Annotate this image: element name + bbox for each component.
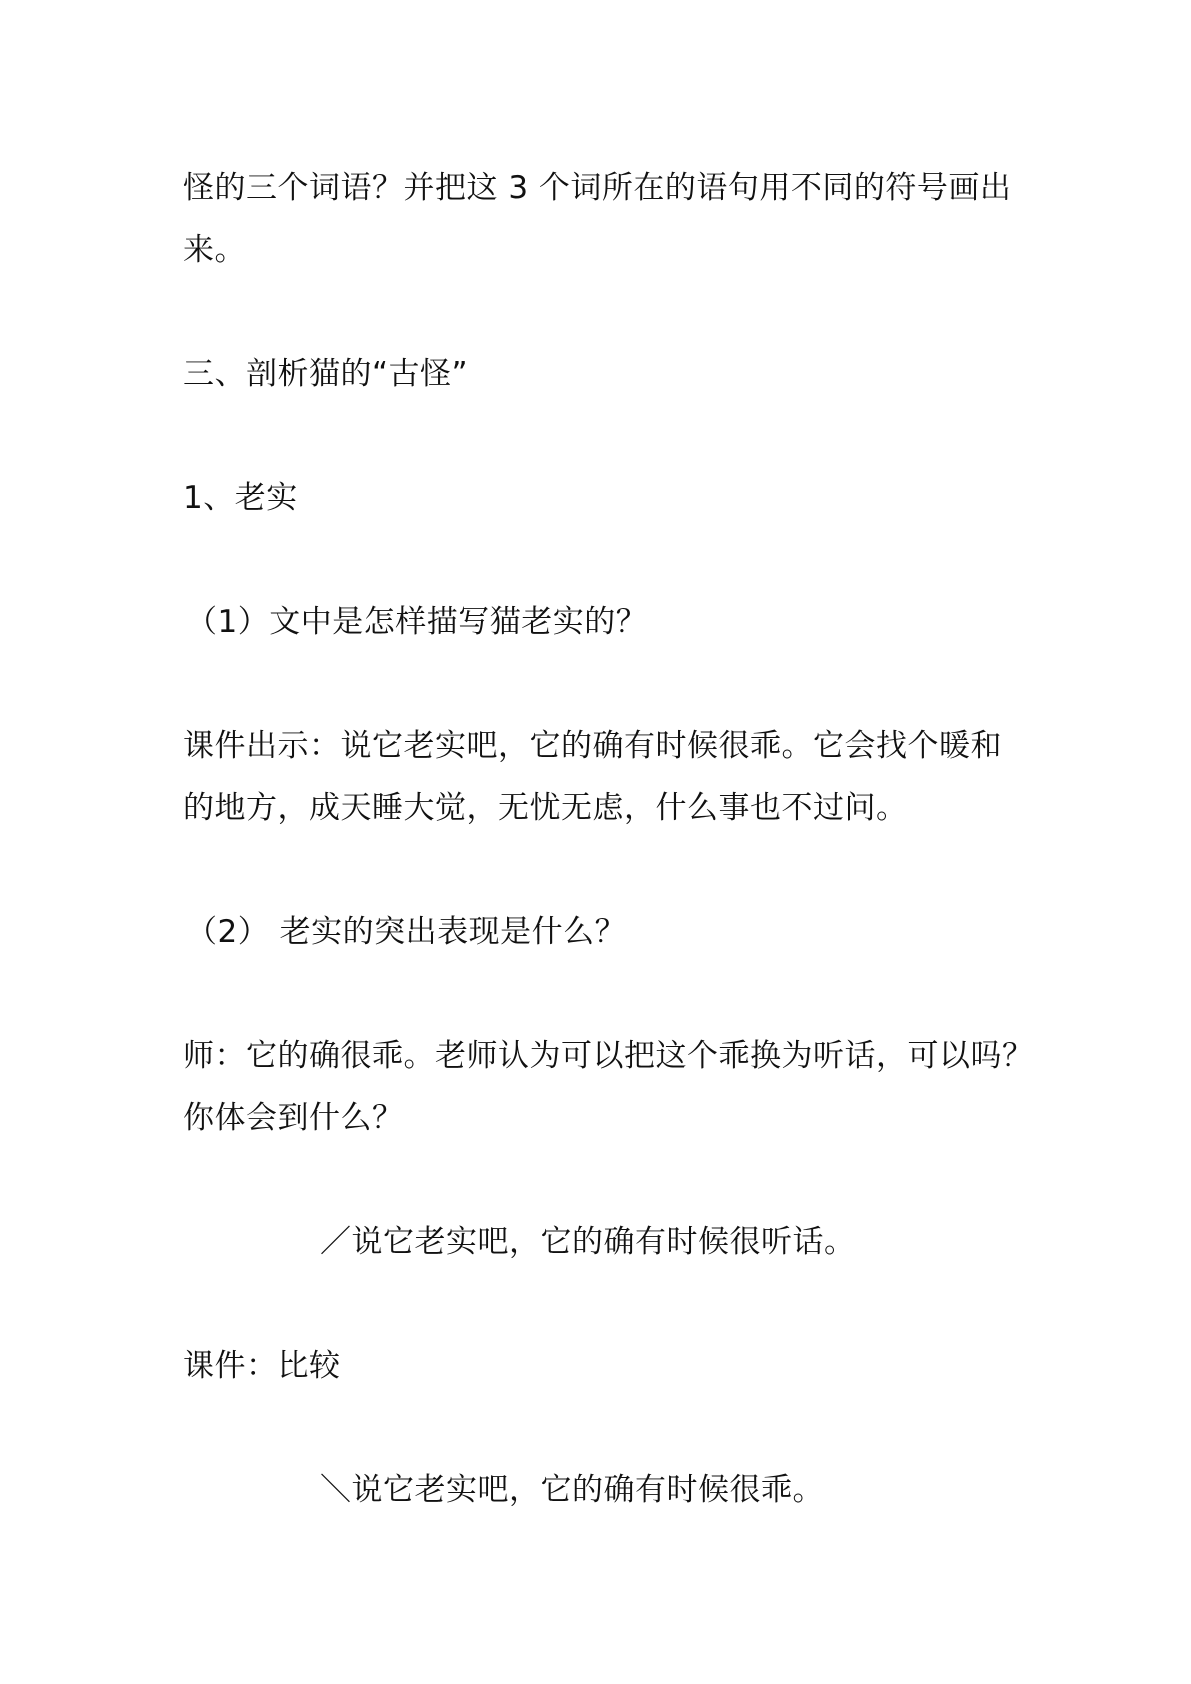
text-line: 课件出示：说它老实吧，它的确有时候很乖。它会找个暖和 — [183, 728, 1002, 764]
subsection-heading: 1、老实 — [183, 480, 298, 516]
example-line: ＼说它老实吧，它的确有时候很乖。 — [320, 1472, 824, 1508]
example-line: ／说它老实吧，它的确有时候很听话。 — [320, 1224, 856, 1260]
section-heading: 三、剖析猫的“古怪” — [183, 356, 469, 392]
text-line: 师：它的确很乖。老师认为可以把这个乖换为听话，可以吗？ — [183, 1038, 1034, 1074]
text-line: 怪的三个词语？并把这 3 个词所在的语句用不同的符号画出 — [183, 170, 1012, 206]
text-line: 的地方，成天睡大觉，无忧无虑，什么事也不过问。 — [183, 790, 908, 826]
text-line: 来。 — [183, 232, 246, 268]
text-line: 你体会到什么？ — [183, 1100, 404, 1136]
text-line: 课件：比较 — [183, 1348, 341, 1384]
question-line: （2） 老实的突出表现是什么？ — [186, 914, 627, 950]
question-line: （1）文中是怎样描写猫老实的？ — [186, 604, 648, 640]
